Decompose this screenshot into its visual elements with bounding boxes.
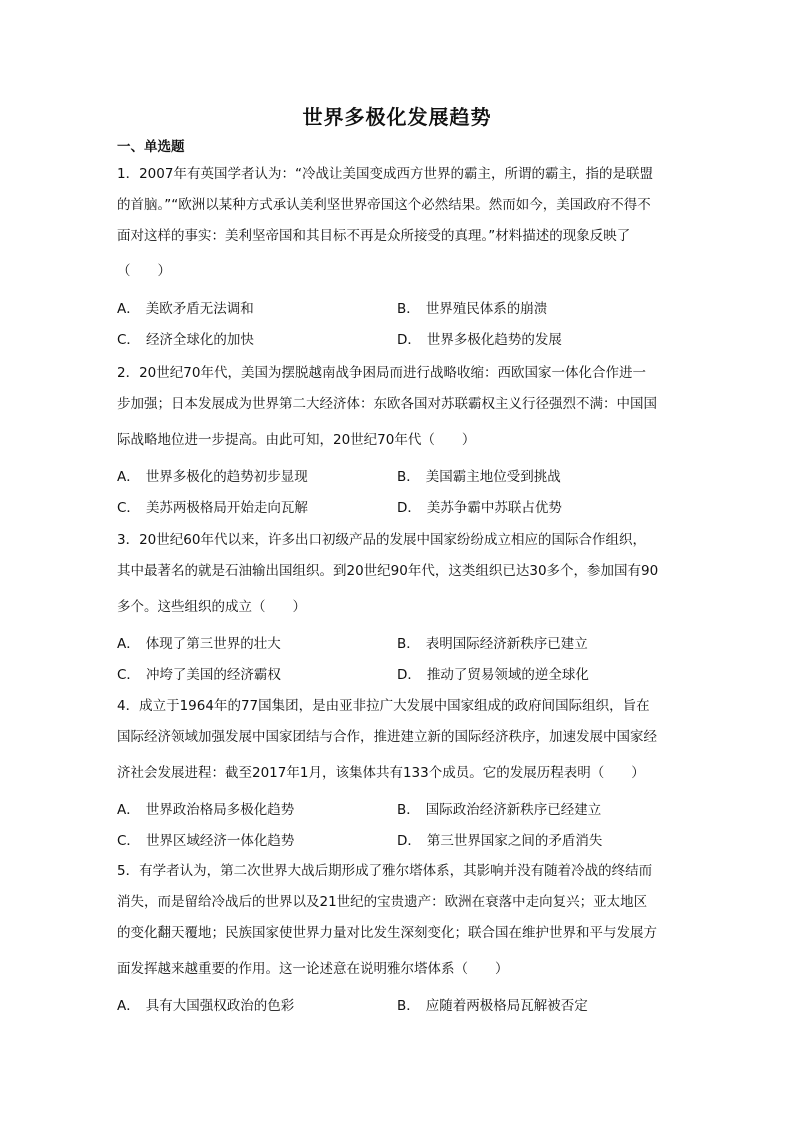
stem-line: 1．2007年有英国学者认为：“冷战让美国变成西方世界的霸主，所谓的霸主，指的是联盟 xyxy=(117,166,653,182)
question-stem xyxy=(117,362,677,465)
options-row xyxy=(117,297,677,328)
option-d[interactable] xyxy=(397,663,589,683)
option-b[interactable] xyxy=(397,297,547,317)
stem-line: 多个。这些组织的成立（ ） xyxy=(117,599,306,615)
option-d[interactable] xyxy=(397,496,562,516)
question-1 xyxy=(117,163,677,359)
options-row xyxy=(117,465,677,496)
stem-line: 消失，而是留给冷战后的世界以及21世纪的宝贵遗产：欧洲在衰落中走向复兴；亚太地区 xyxy=(117,894,648,910)
option-text: 经济全球化的加快 xyxy=(145,332,254,348)
option-text: 具有大国强权政治的色彩 xyxy=(145,998,295,1014)
option-letter: C． xyxy=(117,833,140,849)
stem-line: 3．20世纪60年代以来，许多出口初级产品的发展中国家纷纷成立相应的国际合作组织， xyxy=(117,532,646,548)
option-a[interactable] xyxy=(117,632,281,652)
option-c[interactable] xyxy=(117,829,294,849)
option-letter: B． xyxy=(397,802,420,818)
option-letter: A． xyxy=(117,301,140,317)
option-a[interactable] xyxy=(117,994,294,1014)
question-3 xyxy=(117,529,677,694)
option-text: 世界殖民体系的崩溃 xyxy=(425,301,548,317)
option-letter: C． xyxy=(117,332,140,348)
page-title: 世界多极化发展趋势 xyxy=(302,105,492,129)
question-stem xyxy=(117,860,677,994)
option-b[interactable] xyxy=(397,798,601,818)
option-letter: A． xyxy=(117,998,140,1014)
option-letter: C． xyxy=(117,500,140,516)
option-text: 表明国际经济新秩序已建立 xyxy=(425,636,588,652)
option-letter: B． xyxy=(397,636,420,652)
option-text: 美苏争霸中苏联占优势 xyxy=(426,500,562,516)
option-text: 国际政治经济新秩序已经建立 xyxy=(425,802,602,818)
option-letter: A． xyxy=(117,802,140,818)
question-5 xyxy=(117,860,677,1025)
option-a[interactable] xyxy=(117,465,308,485)
stem-line: 步加强；日本发展成为世界第二大经济体：东欧各国对苏联霸权主义行径强烈不满：中国国 xyxy=(117,396,657,412)
question-2 xyxy=(117,362,677,527)
option-letter: A． xyxy=(117,636,140,652)
option-d[interactable] xyxy=(397,328,562,348)
options-row xyxy=(117,496,677,527)
option-b[interactable] xyxy=(397,465,561,485)
option-text: 美欧矛盾无法调和 xyxy=(145,301,254,317)
option-text: 世界多极化趋势的发展 xyxy=(426,332,562,348)
option-text: 世界多极化的趋势初步显现 xyxy=(145,469,308,485)
stem-line: 面对这样的事实：美利坚帝国和其目标不再是众所接受的真理。”材料描述的现象反映了 xyxy=(117,228,631,244)
stem-line: 的首脑。”“欧洲以某种方式承认美利坚世界帝国这个必然结果。然而如今，美国政府不得不 xyxy=(117,197,651,213)
option-c[interactable] xyxy=(117,663,281,683)
option-b[interactable] xyxy=(397,632,588,652)
stem-line: （ ） xyxy=(117,263,171,279)
option-letter: B． xyxy=(397,998,420,1014)
question-stem xyxy=(117,695,677,798)
option-letter: B． xyxy=(397,469,420,485)
option-letter: C． xyxy=(117,667,140,683)
stem-line: 的变化翻天覆地；民族国家使世界力量对比发生深刻变化；联合国在维护世界和平与发展方 xyxy=(117,925,657,941)
option-c[interactable] xyxy=(117,328,254,348)
option-d[interactable] xyxy=(397,829,602,849)
option-letter: D． xyxy=(397,833,421,849)
option-a[interactable] xyxy=(117,297,254,317)
options-row xyxy=(117,994,677,1025)
options-row xyxy=(117,328,677,359)
options-row xyxy=(117,632,677,663)
option-text: 推动了贸易领域的逆全球化 xyxy=(426,667,589,683)
option-letter: D． xyxy=(397,500,421,516)
stem-line: 4．成立于1964年的77国集团，是由亚非拉广大发展中国家组成的政府间国际组织，旨在 xyxy=(117,698,650,714)
option-text: 第三世界国家之间的矛盾消失 xyxy=(426,833,603,849)
stem-line: 2．20世纪70年代，美国为摆脱越南战争困局而进行战略收缩：西欧国家一体化合作进一 xyxy=(117,365,646,381)
stem-line: 济社会发展进程：截至2017年1月，该集体共有133个成员。它的发展历程表明（ ） xyxy=(117,765,645,781)
option-text: 世界政治格局多极化趋势 xyxy=(145,802,295,818)
stem-line: 其中最著名的就是石油输出国组织。到20世纪90年代，这类组织已达30多个，参加国有90 xyxy=(117,563,659,579)
stem-line: 际战略地位进一步提高。由此可知，20世纪70年代（ ） xyxy=(117,432,476,448)
question-4 xyxy=(117,695,677,860)
option-text: 体现了第三世界的壮大 xyxy=(145,636,281,652)
option-letter: D． xyxy=(397,667,421,683)
options-row xyxy=(117,798,677,829)
options-row xyxy=(117,829,677,860)
options-row xyxy=(117,663,677,694)
question-stem xyxy=(117,529,677,632)
option-text: 世界区域经济一体化趋势 xyxy=(145,833,295,849)
option-c[interactable] xyxy=(117,496,308,516)
option-text: 应随着两极格局瓦解被否定 xyxy=(425,998,588,1014)
option-text: 冲垮了美国的经济霸权 xyxy=(145,667,281,683)
option-b[interactable] xyxy=(397,994,588,1014)
stem-line: 面发挥越来越重要的作用。这一论述意在说明雅尔塔体系（ ） xyxy=(117,961,509,977)
option-text: 美国霸主地位受到挑战 xyxy=(425,469,561,485)
option-letter: A． xyxy=(117,469,140,485)
section-heading: 一、单选题 xyxy=(117,139,185,155)
option-text: 美苏两极格局开始走向瓦解 xyxy=(145,500,308,516)
stem-line: 国际经济领域加强发展中国家团结与合作，推进建立新的国际经济秩序，加速发展中国家经 xyxy=(117,729,657,745)
option-a[interactable] xyxy=(117,798,294,818)
question-stem xyxy=(117,163,677,297)
stem-line: 5．有学者认为，第二次世界大战后期形成了雅尔塔体系，其影响并没有随着冷战的终结而 xyxy=(117,863,653,879)
option-letter: D． xyxy=(397,332,421,348)
option-letter: B． xyxy=(397,301,420,317)
